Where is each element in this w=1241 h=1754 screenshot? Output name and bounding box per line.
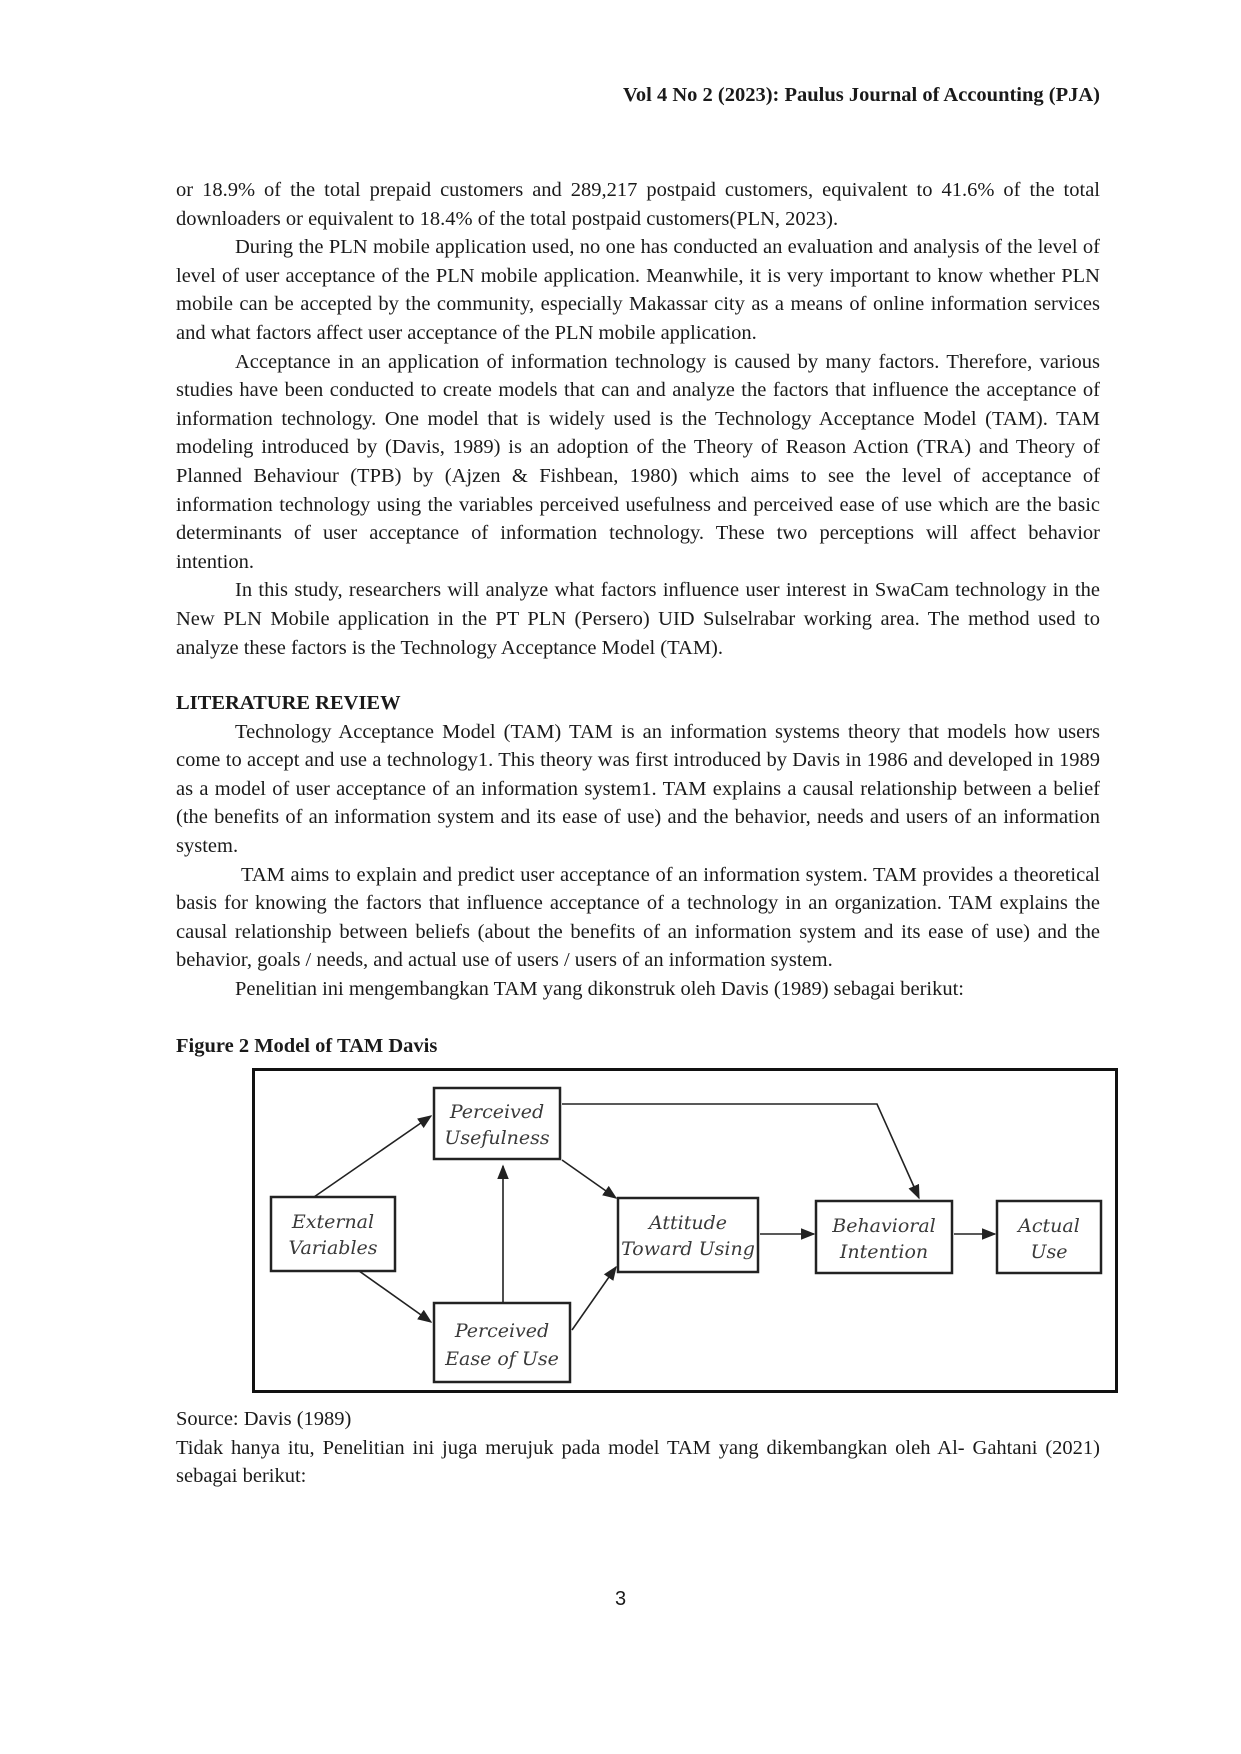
- node-label: Use: [1030, 1241, 1068, 1264]
- paragraph: TAM aims to explain and predict user acceptance of an information system. TAM provides a theoretical basis for knowing the factors that influence acceptance of a technology in an organization. TAM explains the causal relationship between beliefs (about the benefits of an information system and its ease of use) and the behavior, goals / needs, and actual use of users / users of an information system.: [176, 863, 1100, 972]
- node-attitude-toward-using: [618, 1198, 758, 1272]
- node-perceived-ease-of-use: [434, 1303, 570, 1382]
- node-label: Ease of Use: [445, 1348, 559, 1371]
- node-label: External: [291, 1211, 375, 1234]
- page-number: 3: [614, 1588, 627, 1610]
- node-behavioral-intention: [816, 1201, 952, 1273]
- node-actual-use: [997, 1201, 1101, 1273]
- node-label: Usefulness: [444, 1127, 550, 1150]
- page-body: [176, 176, 1100, 1491]
- node-label: Variables: [288, 1237, 378, 1260]
- node-label: Behavioral: [832, 1215, 936, 1238]
- node-label: Perceived: [454, 1320, 550, 1343]
- tam-diagram-svg: [252, 1068, 1118, 1393]
- node-external-variables: [271, 1197, 395, 1271]
- paragraph: In this study, researchers will analyze what factors influence user interest in SwaCam technology in the New PLN Mobile application in the PT PLN (Persero) UID Sulselrabar working area. The method used to analyze these factors is the Technology Acceptance Model (TAM).: [176, 579, 1100, 659]
- tam-diagram: [252, 1068, 1118, 1393]
- paragraph: Tidak hanya itu, Penelitian ini juga merujuk pada model TAM yang dikembangkan oleh Al- Gahtani (2021) sebagai berikut:: [176, 1436, 1100, 1488]
- node-label: Perceived: [449, 1101, 545, 1124]
- paragraph: During the PLN mobile application used, no one has conducted an evaluation and analysis of the level of level of user acceptance of the PLN mobile application. Meanwhile, it is very important to know whether PLN mobile can be accepted by the community, especially Makassar city as a means of online information services and what factors affect user acceptance of the PLN mobile application.: [176, 236, 1100, 344]
- node-label: Attitude: [648, 1212, 728, 1235]
- paragraph: Penelitian ini mengembangkan TAM yang dikonstruk oleh Davis (1989) sebagai berikut:: [235, 978, 965, 1001]
- section-heading: LITERATURE REVIEW: [176, 692, 401, 715]
- figure-title: Figure 2 Model of TAM Davis: [176, 1034, 438, 1057]
- node-label: Actual: [1018, 1215, 1080, 1238]
- paragraph: Technology Acceptance Model (TAM) TAM is an information systems theory that models how users come to accept and use a technology1. This theory was first introduced by Davis in 1986 and developed in 1989 as a model of user acceptance of an information system1. TAM explains a causal relationship between a belief (the benefits of an information system and its ease of use) and the behavior, needs and users of an information system.: [176, 720, 1100, 858]
- figure-source: Source: Davis (1989): [176, 1408, 352, 1431]
- node-perceived-usefulness: [434, 1088, 560, 1159]
- node-label: Intention: [839, 1241, 929, 1264]
- paragraph: or 18.9% of the total prepaid customers and 289,217 postpaid customers, equivalent to 41.6% of the total downloaders or equivalent to 18.4% of the total postpaid customers(PLN, 2023).: [176, 179, 1100, 230]
- journal-header: Vol 4 No 2 (2023): Paulus Journal of Accounting (PJA): [622, 84, 1100, 106]
- paragraph: Acceptance in an application of information technology is caused by many factors. Therefore, various studies have been conducted to create models that can and analyze the factors that influence the acceptance of information technology. One model that is widely used is the Technology Acceptance Model (TAM). TAM modeling introduced by (Davis, 1989) is an adoption of the Theory of Reason Action (TRA) and Theory of Planned Behaviour (TPB) by (Ajzen & Fishbean, 1980) which aims to see the level of acceptance of information technology using the variables perceived usefulness and perceived ease of use which are the basic determinants of user acceptance of information technology. These two perceptions will affect behavior intention.: [176, 350, 1100, 573]
- node-label: Toward Using: [621, 1238, 755, 1261]
